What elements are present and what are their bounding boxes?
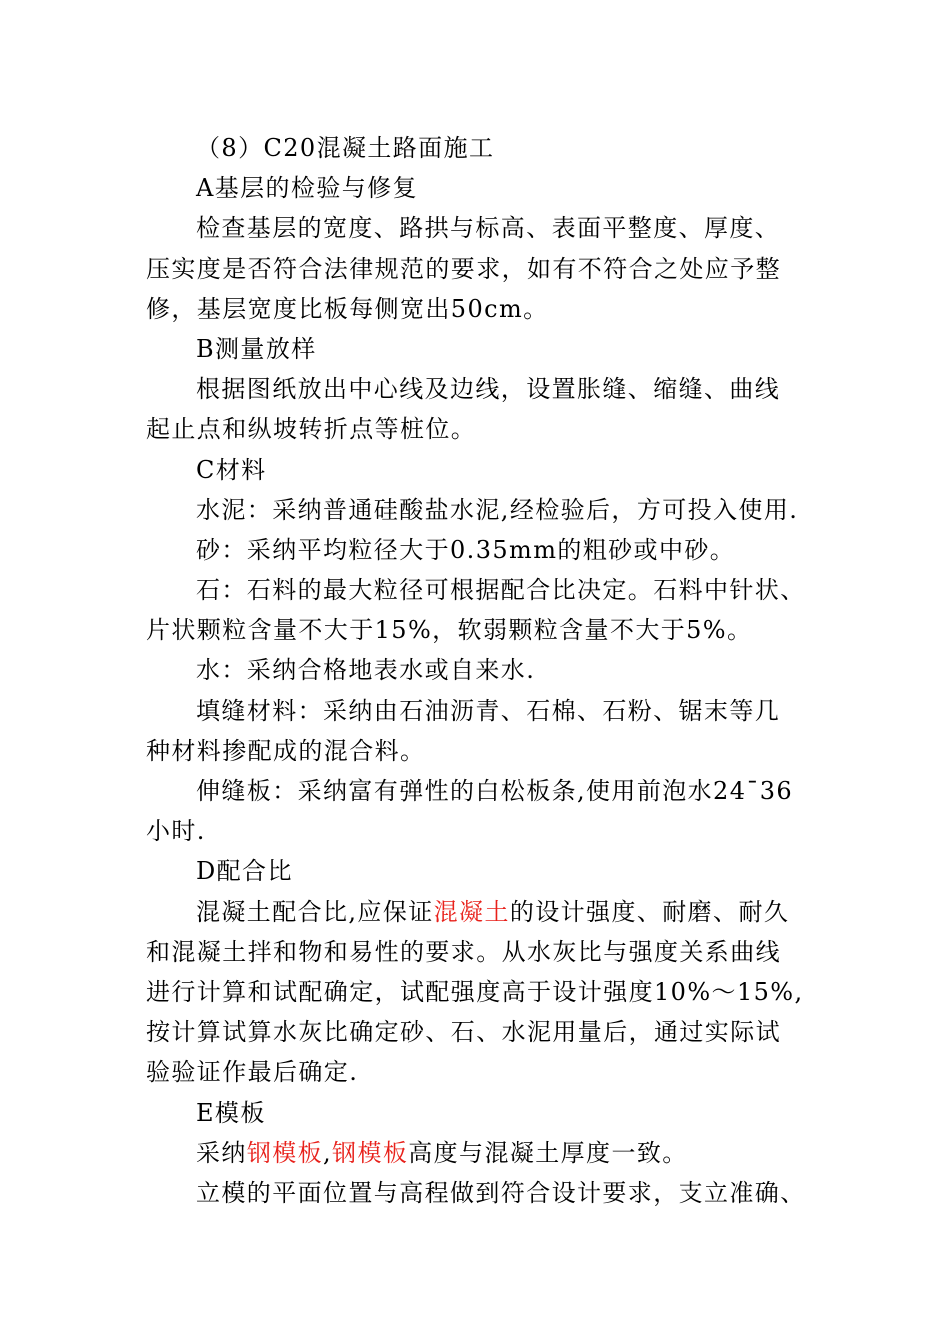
paragraph-line	[146, 811, 814, 851]
subheading-formwork	[146, 1093, 814, 1133]
paragraph-line	[146, 530, 814, 570]
text-run: 进行计算和试配确定，试配强度高于设计强度10%～15%,	[146, 977, 804, 1006]
text-run: 起止点和纵坡转折点等桩位。	[146, 415, 477, 444]
text-run: 按计算试算水灰比确定砂、石、水泥用量后，通过实际试	[146, 1018, 781, 1047]
text-run: B测量放样	[196, 334, 317, 363]
paragraph-line	[146, 610, 814, 650]
text-run: 高度与混凝土厚度一致。	[408, 1138, 688, 1167]
text-run: 的设计强度、耐磨、耐久	[509, 897, 790, 926]
paragraph-line	[146, 691, 814, 731]
document-page	[146, 128, 814, 1213]
text-run: 填缝材料：采纳由石油沥青、石棉、石粉、锯末等几	[196, 696, 781, 725]
paragraph-line	[146, 1052, 814, 1092]
paragraph-line	[146, 1133, 814, 1173]
text-run: 压实度是否符合法律规范的要求，如有不符合之处应予整	[146, 254, 781, 283]
text-run: 石：石料的最大粒径可根据配合比决定。石料中针状、	[196, 576, 806, 605]
text-run: （8）C20混凝土路面施工	[196, 134, 495, 162]
text-run: 砂：采纳平均粒径大于0.35mm的粗砂或中砂。	[196, 535, 736, 564]
paragraph-line	[146, 208, 814, 248]
text-run: E模板	[196, 1098, 266, 1127]
highlighted-term: 混凝土	[433, 897, 510, 926]
text-run: 伸缝板：采纳富有弹性的白松板条,使用前泡水24¯36	[196, 777, 794, 805]
text-run: A基层的检验与修复	[196, 174, 418, 203]
text-run: 采纳	[196, 1138, 247, 1167]
text-run: 片状颗粒含量不大于15%，软弱颗粒含量不大于5%。	[146, 616, 753, 645]
paragraph-line	[146, 490, 814, 530]
paragraph-line	[146, 249, 814, 289]
paragraph-line	[146, 369, 814, 409]
paragraph-line	[146, 932, 814, 972]
text-run: 根据图纸放出中心线及边线，设置胀缝、缩缝、曲线	[196, 375, 781, 404]
text-run: D配合比	[196, 857, 293, 886]
text-run: 验验证作最后确定.	[146, 1058, 359, 1087]
paragraph-line	[146, 570, 814, 610]
paragraph-line	[146, 409, 814, 449]
text-run: 水泥：采纳普通硅酸盐水泥,经检验后，方可投入使用.	[196, 495, 799, 524]
text-run: 修，基层宽度比板每侧宽出50cm。	[146, 294, 549, 323]
paragraph-line	[146, 1012, 814, 1052]
highlighted-term: 钢模板	[332, 1138, 409, 1167]
text-run: 立模的平面位置与高程做到符合设计要求，支立准确、	[196, 1178, 806, 1207]
subheading-materials	[146, 450, 814, 490]
paragraph-line	[146, 972, 814, 1012]
text-run: 种材料掺配成的混合料。	[146, 736, 426, 765]
paragraph-line	[146, 771, 814, 811]
paragraph-line	[146, 289, 814, 329]
text-run: ,	[323, 1138, 333, 1167]
text-run: C材料	[196, 455, 267, 484]
text-run: 混凝土配合比,应保证	[196, 897, 434, 926]
text-run: 水：采纳合格地表水或自来水.	[196, 656, 536, 685]
paragraph-line	[146, 650, 814, 690]
text-run: 和混凝土拌和物和易性的要求。从水灰比与强度关系曲线	[146, 937, 781, 966]
section-heading-c20	[146, 128, 814, 168]
highlighted-term: 钢模板	[246, 1138, 324, 1167]
subheading-base-inspection	[146, 168, 814, 208]
text-run: 检查基层的宽度、路拱与标高、表面平整度、厚度、	[196, 214, 781, 243]
paragraph-line	[146, 1173, 814, 1213]
paragraph-line	[146, 892, 814, 932]
subheading-survey	[146, 329, 814, 369]
text-run: 小时.	[146, 817, 206, 846]
subheading-mix-ratio	[146, 851, 814, 891]
paragraph-line	[146, 731, 814, 771]
